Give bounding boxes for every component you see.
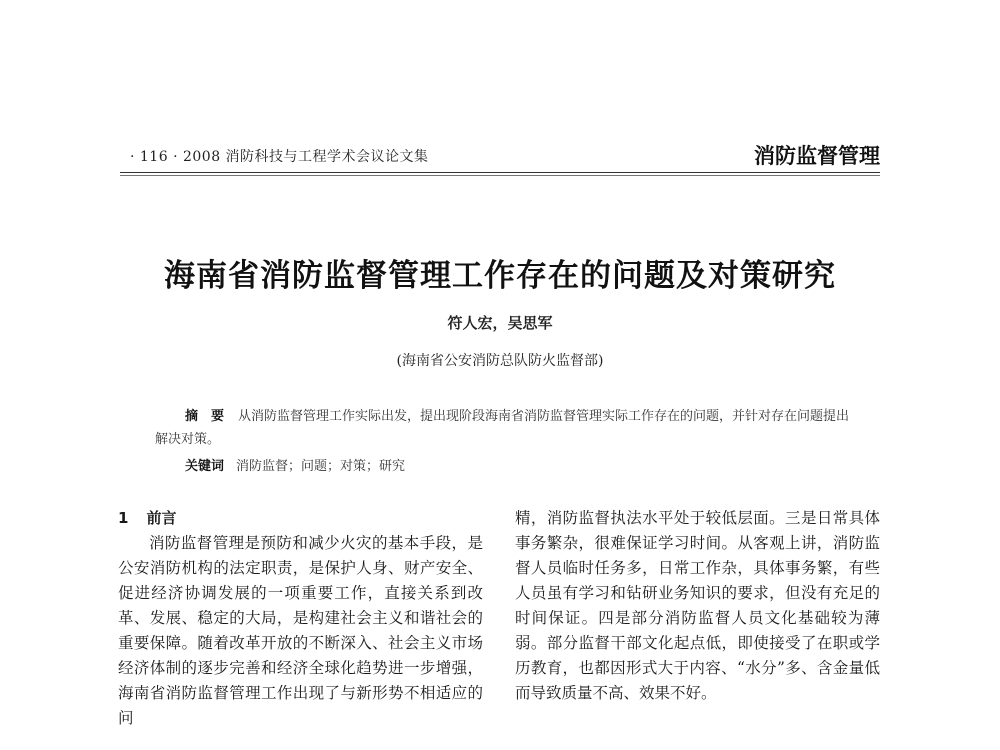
section-number: 1	[118, 509, 129, 527]
article-authors: 符人宏，吴思军	[447, 314, 553, 332]
keywords	[185, 455, 405, 474]
keywords-text: 消防监督；问题；对策；研究	[236, 459, 406, 474]
article-title: 海南省消防监督管理工作存在的问题及对策研究	[164, 258, 836, 294]
article-affiliation: (海南省公安消防总队防火监督部)	[396, 353, 604, 369]
header-rule-secondary	[120, 175, 880, 176]
header-rule	[120, 172, 880, 173]
body-column-left	[118, 506, 483, 731]
abstract-text: 从消防监督管理工作实际出发，提出现阶段海南省消防监督管理实际工作存在的问题，并针对存在问题提出解决对策。	[155, 409, 850, 447]
running-header: · 116 · 2008 消防科技与工程学术会议论文集	[130, 149, 429, 165]
body-paragraph-continued: 精，消防监督执法水平处于较低层面。三是日常具体事务繁杂，很难保证学习时间。从客观上讲，消防监督人员临时任务多，日常工作杂，具体事务繁，有些人员虽有学习和钻研业务知识的要求，但没有充足的时间保证。四是部分消防监督人员文化基础较为薄弱。部分监督干部文化起点低，即使接受了在职或学历教育，也都因形式大于内容、“水分”多、含金量低而导致质量不高、效果不好。	[515, 509, 880, 702]
keywords-label: 关键词	[185, 459, 225, 474]
section-name: 消防监督管理	[754, 144, 880, 168]
body-column-right	[515, 506, 880, 706]
abstract-label: 摘 要	[185, 409, 225, 424]
abstract	[155, 405, 855, 451]
section-heading	[118, 506, 483, 531]
body-paragraph: 消防监督管理是预防和减少火灾的基本手段，是公安消防机构的法定职责，是保护人身、财产安全、促进经济协调发展的一项重要工作，直接关系到改革、发展、稳定的大局，是构建社会主义和谐社会的重要保障。随着改革开放的不断深入、社会主义市场经济体制的逐步完善和经济全球化趋势进一步增强，海南省消防监督管理工作出现了与新形势不相适应的问	[118, 534, 483, 727]
section-title: 前言	[146, 509, 177, 527]
